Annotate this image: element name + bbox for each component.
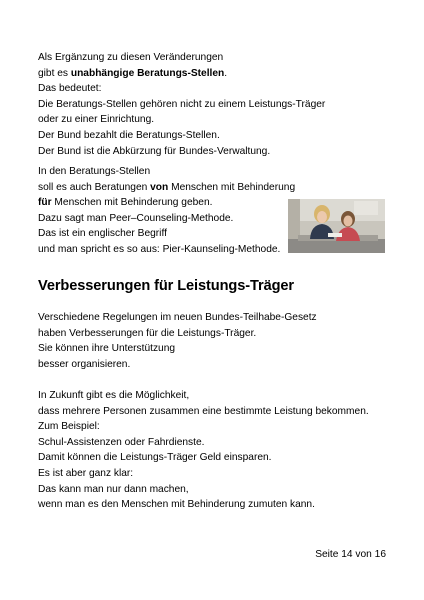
paragraph-zukunft xyxy=(38,388,369,513)
text-line: Damit können die Leistungs-Träger Geld einsparen. xyxy=(38,452,272,464)
text-line: Der Bund ist die Abkürzung für Bundes-Verwaltung. xyxy=(38,145,271,157)
text-fragment: soll es auch Beratungen xyxy=(38,181,151,193)
paragraph-peer-counseling xyxy=(38,164,295,258)
bold-text: für xyxy=(38,197,52,209)
text-fragment: Menschen mit Behinderung xyxy=(168,181,296,193)
text-line: Das ist ein englischer Begriff xyxy=(38,228,167,240)
paragraph-beratungs-stellen xyxy=(38,50,325,159)
text-line: haben Verbesserungen für die Leistungs-Träger. xyxy=(38,327,257,339)
text-line: Es ist aber ganz klar: xyxy=(38,467,134,479)
text-line: Als Ergänzung zu diesen Veränderungen xyxy=(38,52,224,63)
text-line: Zum Beispiel: xyxy=(38,421,100,433)
text-fragment: gibt es xyxy=(38,67,71,79)
text-line xyxy=(38,66,325,82)
text-line: Verschiedene Regelungen im neuen Bundes-Teilhabe-Gesetz xyxy=(38,312,317,323)
text-line xyxy=(38,180,295,196)
text-line: Das bedeutet: xyxy=(38,83,102,95)
text-line: Dazu sagt man Peer–Counseling-Methode. xyxy=(38,212,234,224)
text-line: Sie können ihre Unterstützung xyxy=(38,343,176,355)
bold-text: unabhängige Beratungs-Stellen xyxy=(70,67,225,79)
bold-text: von xyxy=(150,181,169,193)
text-line: Der Bund bezahlt die Beratungs-Stellen. xyxy=(38,129,220,141)
text-line: und man spricht es so aus: Pier-Kaunseling-Methode. xyxy=(38,243,281,255)
paragraph-regelungen xyxy=(38,310,317,372)
text-line: Schul-Assistenzen oder Fahrdienste. xyxy=(38,436,205,448)
text-line: wenn man es den Menschen mit Behinderung zumuten kann. xyxy=(38,499,315,511)
text-fragment: . xyxy=(224,67,228,79)
text-line: Die Beratungs-Stellen gehören nicht zu einem Leistungs-Träger xyxy=(38,98,326,110)
text-line: dass mehrere Personen zusammen eine bestimmte Leistung bekommen. xyxy=(38,405,369,417)
page-number: Seite 14 von 16 xyxy=(315,549,386,560)
text-line: Das kann man nur dann machen, xyxy=(38,483,189,495)
counseling-photo xyxy=(288,199,385,253)
section-heading: Verbesserungen für Leistungs-Träger xyxy=(38,278,295,294)
text-line: In den Beratungs-Stellen xyxy=(38,166,151,177)
text-line: oder zu einer Einrichtung. xyxy=(38,114,155,126)
text-line: besser organisieren. xyxy=(38,358,131,370)
text-line xyxy=(38,195,295,211)
text-line: In Zukunft gibt es die Möglichkeit, xyxy=(38,390,190,401)
text-fragment: Menschen mit Behinderung geben. xyxy=(51,197,213,209)
